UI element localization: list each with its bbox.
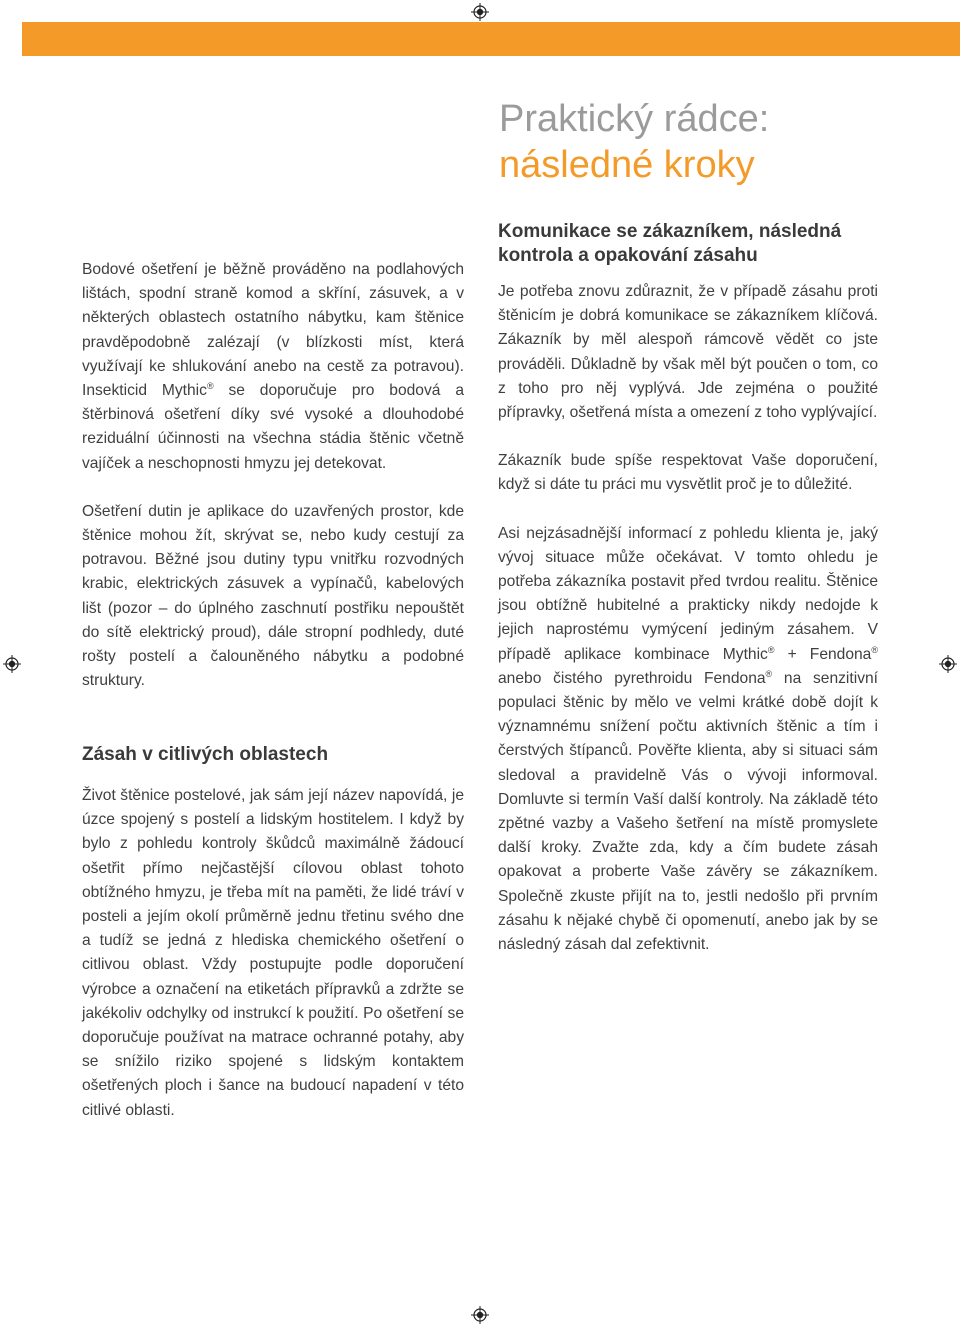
paragraph: Bodové ošetření je běžně prováděno na podlahových lištách, spodní straně komod a skříní, zásuvek, a v některých oblastech ostatního nábytku, kam štěnice pravděpodobně zalézají (v blízkosti míst, která využívají ke shlukování anebo na cestě za potravou). Insekticid Mythic® se doporučuje pro bodová a štěrbinová ošetření díky své vysoké a dlouhodobé reziduální účinnosti na všechna stádia štěnic včetně vajíček a neschopnosti hmyzu jej detekovat.: [82, 261, 464, 472]
header-bar: [22, 22, 960, 56]
paragraph: Je potřeba znovu zdůraznit, že v případě zásahu proti štěnicím je dobrá komunikace se zákazníkem klíčová. Zákazník by měl alespoň rámcově vědět co jste prováděli. Důkladně by však měl být poučen o tom, co z toho pro něj vyplývá. Jde zejména o použité přípravky, ošetřená místa a omezení z toho vyplývající.: [498, 283, 878, 422]
registered-mark: ®: [206, 381, 214, 392]
left-column: [82, 258, 464, 693]
right-column: [498, 280, 878, 957]
left-column-section: [82, 784, 464, 1123]
registration-mark-icon: [471, 1306, 489, 1324]
paragraph: Asi nejzásadnější informací z pohledu klienta je, jaký vývoj situace může očekávat. V tomto ohledu je potřeba zákazníka postavit před tvrdou realitu. Štěnice jsou obtížně hubitelné a prakticky nikdy nedojde k jejich naprostému vymýcení jediným zásahem. V případě aplikace kombinace Mythic® + Fendona® anebo čistého pyrethroidu Fendona® na senzitivní populaci štěnic by mělo ve velmi krátké době dojít k významnému snížení počtu aktivních štěnic a tím i čerstvých štípanců. Pověřte klienta, aby si situaci sám sledoval a pravidelně Vás o vývoji informoval. Domluvte si termín Vaší další kontroly. Na základě této zpětné vazby a Vašeho šetření na místě promyslete další kroky. Zvažte zda, kdy a čím budete zásah opakovat a proberte Vaše závěry se zákazníkem. Společně zkuste přijít na to, jestli nedošlo při prvním zásahu k nějaké chybě či opomenutí, anebo jak by se následný zásah dal zefektivnit.: [498, 524, 878, 954]
page-title: [499, 96, 939, 188]
registration-mark-icon: [471, 3, 489, 21]
registered-mark: ®: [765, 668, 773, 679]
registered-mark: ®: [871, 644, 878, 655]
paragraph: Ošetření dutin je aplikace do uzavřených prostor, kde štěnice mohou žít, skrývat se, nebo kudy cestují za potravou. Běžné jsou dutiny typu vnitřku rozvodných krabic, elektrických zásuvek a vypínačů, kabelových lišt (pozor – do úplného zaschnutí postřiku nepouštět do sítě elektrický proud), dále stropní podhledy, duté rošty postelí a čalouněného nábytku a podobné struktury.: [82, 502, 464, 690]
paragraph: Zákazník bude spíše respektovat Vaše doporučení, když si dáte tu práci mu vysvětlit proč je to důležité.: [498, 452, 878, 494]
paragraph: Život štěnice postelové, jak sám její název napovídá, je úzce spojený s postelí a lidským hostitelem. I když by bylo z pohledu kontroly škůdců maximálně žádoucí ošetřit přímo nejčastější cílovou oblast tohoto obtížného hmyzu, je třeba mít na paměti, že lidé tráví v posteli a jejím okolí průměrně jednu třetinu svého dne a tudíž se jedná z hlediska chemického ošetření o citlivou oblast. Vždy postupujte podle doporučení výrobce a označení na etiketách přípravků a zdržte se jakékoliv odchylky od instrukcí k použití. Po ošetření se doporučuje používat na matrace ochranné potahy, aby se snížilo riziko spojené s lidským kontaktem ošetřených ploch i šance na budoucí napadení v této citlivé oblasti.: [82, 787, 464, 1119]
registered-mark: ®: [767, 644, 775, 655]
title-line-2: následné kroky: [499, 144, 755, 186]
title-line-1: Praktický rádce:: [499, 98, 770, 140]
section-heading: Zásah v citlivých oblastech: [82, 744, 329, 765]
registration-mark-icon: [3, 655, 21, 673]
section-heading: Komunikace se zákazníkem, následná kontrola a opakování zásahu: [498, 221, 842, 266]
registration-mark-icon: [939, 655, 957, 673]
